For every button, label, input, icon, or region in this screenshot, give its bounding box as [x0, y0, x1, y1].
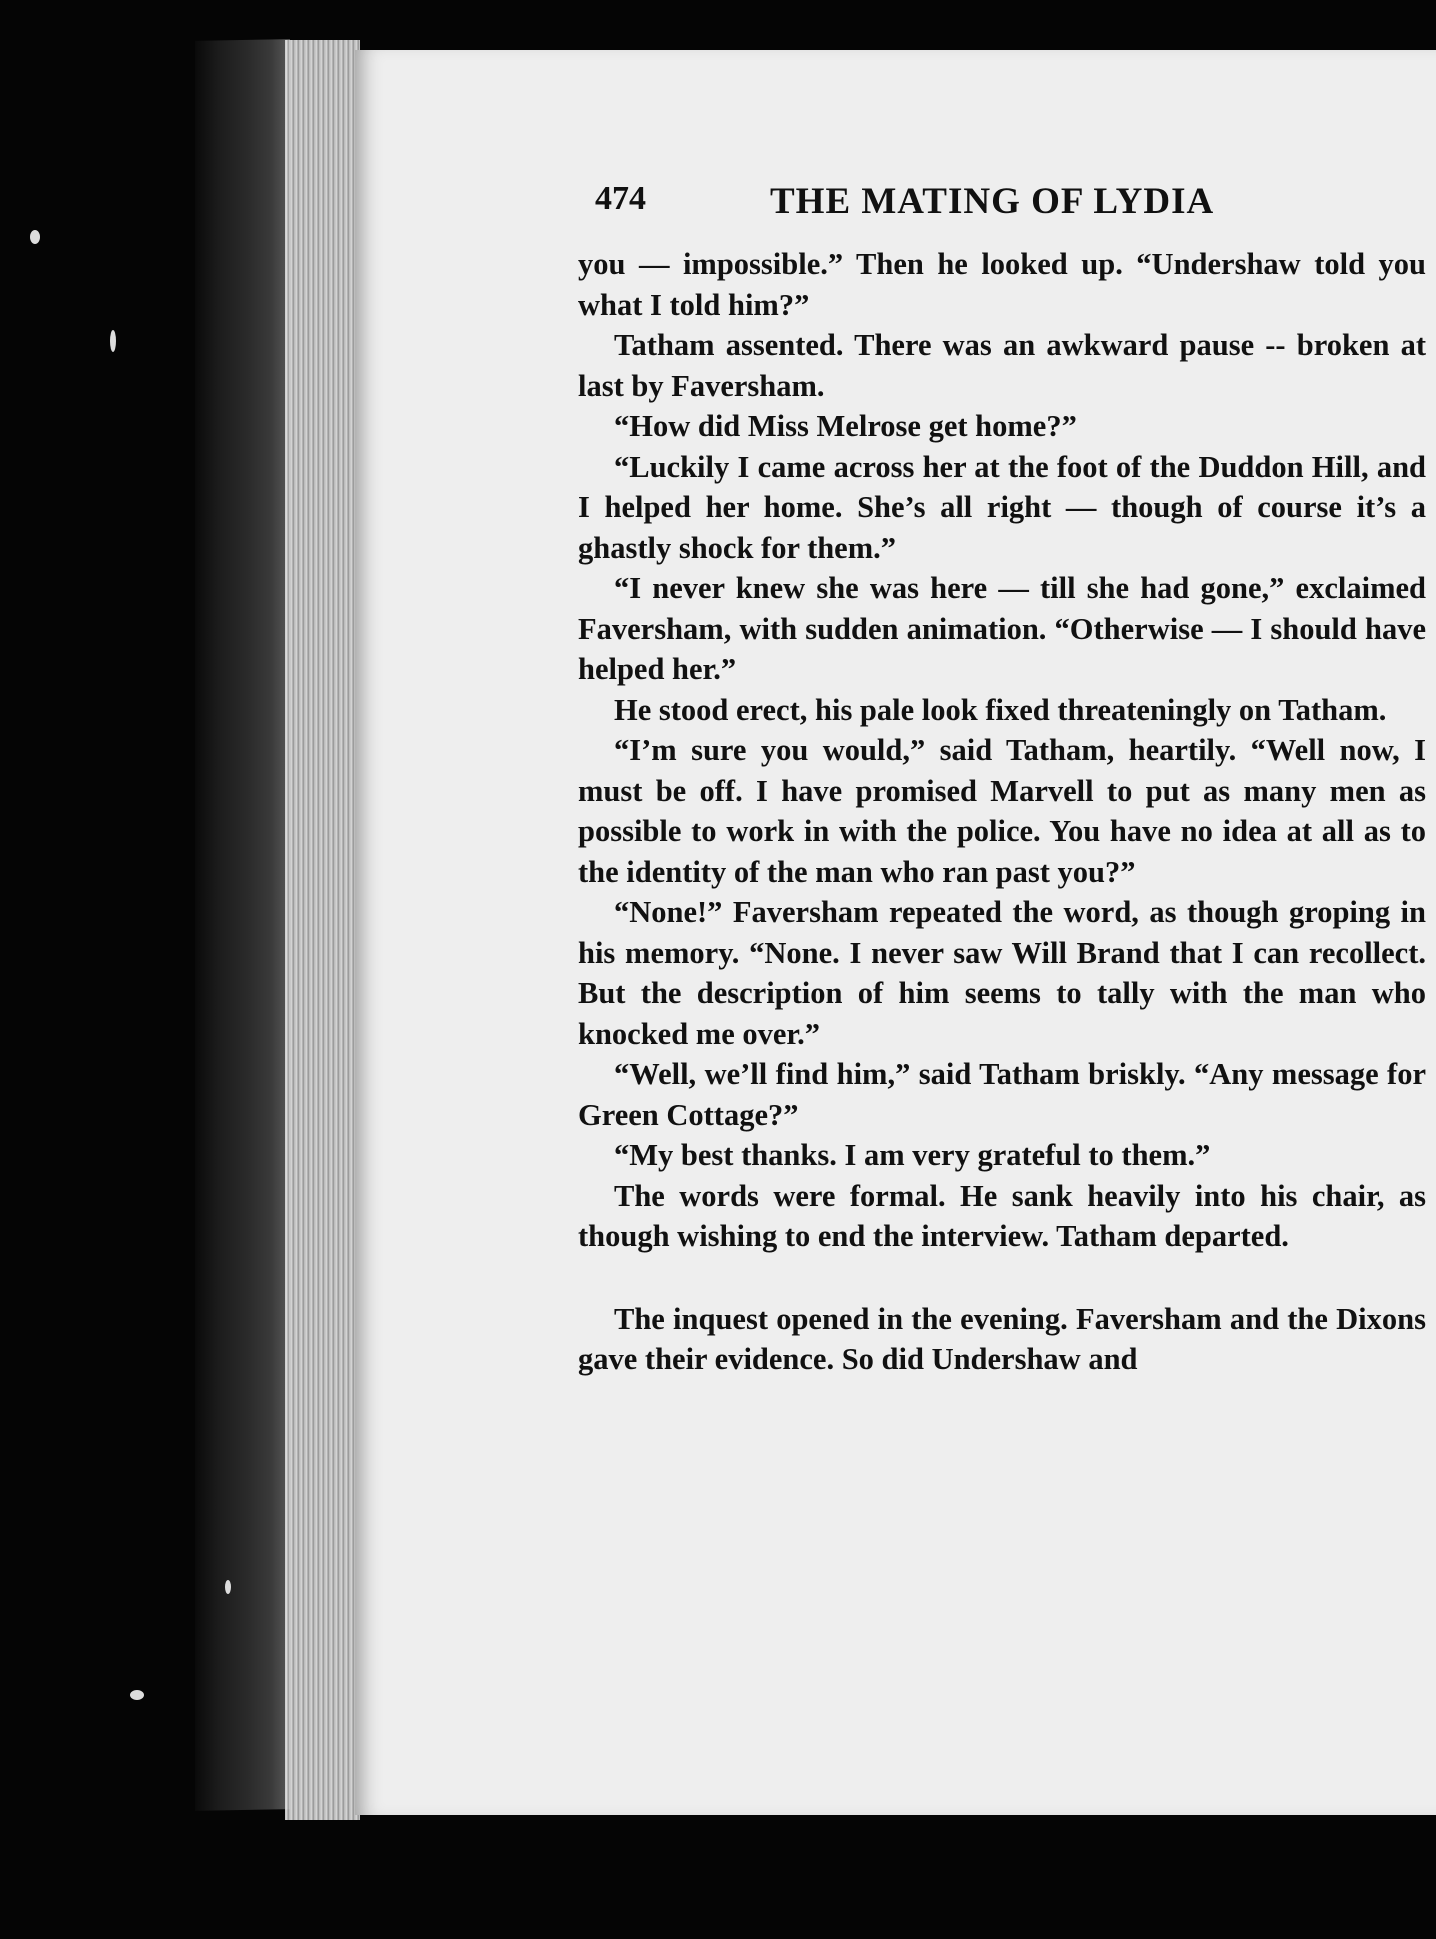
- running-title: THE MATING OF LYDIA: [770, 181, 1215, 222]
- paragraph: “How did Miss Melrose get home?”: [614, 409, 1077, 443]
- page-number: 474: [595, 180, 646, 217]
- paragraph: He stood erect, his pale look fixed threateningly on Tatham.: [614, 692, 1387, 727]
- paragraph: “I never knew she was here — till she had gone,” exclaimed Faversham, with sudden animation. “Otherwise — I should have helped her.”: [578, 571, 1426, 686]
- book-spine: [195, 39, 290, 1811]
- page-edges: [285, 40, 360, 1820]
- dust-speck: [225, 1580, 231, 1594]
- body-text: [578, 244, 1426, 1380]
- page-header: [595, 180, 1395, 230]
- paragraph: you — impossible.” Then he looked up. “Undershaw told you what I told him?”: [578, 247, 1426, 322]
- dust-speck: [30, 230, 40, 244]
- paragraph: “Luckily I came across her at the foot of the Duddon Hill, and I helped her home. She’s all right — though of course it’s a ghastly shock for them.”: [578, 449, 1426, 565]
- dust-speck: [130, 1690, 144, 1700]
- dust-speck: [110, 330, 116, 352]
- paragraph: “None!” Faversham repeated the word, as though groping in his memory. “None. I never saw Will Brand that I can recollect. But the description of him seems to tally with the man who knocked me over.”: [578, 895, 1426, 1051]
- paragraph: “Well, we’ll find him,” said Tatham briskly. “Any message for Green Cottage?”: [578, 1057, 1426, 1132]
- paragraph: “My best thanks. I am very grateful to them.”: [614, 1138, 1211, 1172]
- paragraph: “I’m sure you would,” said Tatham, heartily. “Well now, I must be off. I have promised Marvell to put as many men as possible to work in with the police. You have no idea at all as to the identity of the man who ran past you?”: [578, 733, 1426, 889]
- paragraph: The words were formal. He sank heavily into his chair, as though wishing to end the interview. Tatham departed.: [578, 1178, 1426, 1253]
- paragraph: The inquest opened in the evening. Faversham and the Dixons gave their evidence. So did Undershaw and: [578, 1301, 1426, 1376]
- paragraph: Tatham assented. There was an awkward pause -- broken at last by Faversham.: [578, 328, 1426, 403]
